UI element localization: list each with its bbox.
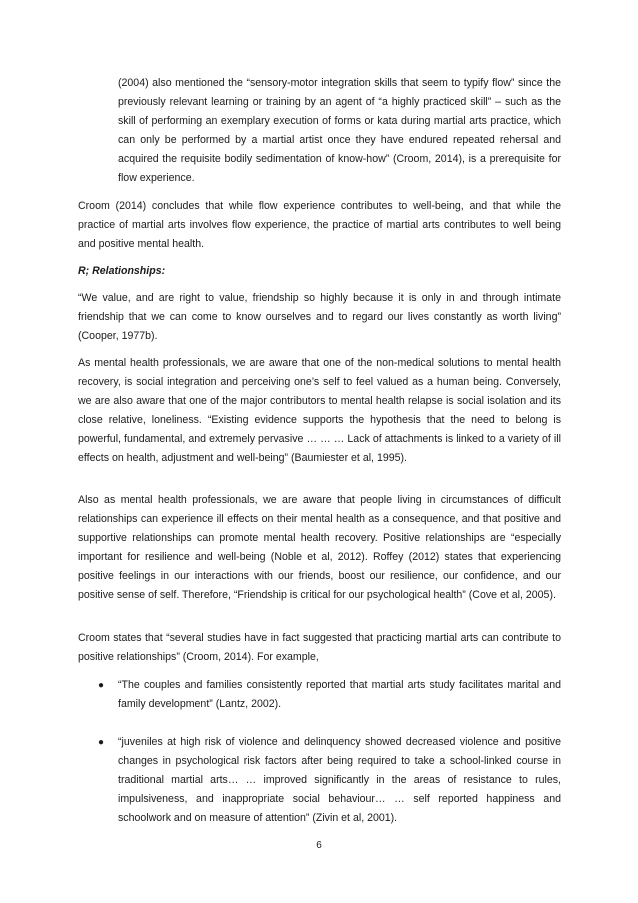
paragraph-cooper-quote: “We value, and are right to value, friendship so highly because it is only in and through intimate friendship that we can come to know ourselves and to regard our lives constantly as worth living” (Cooper, 1977b). xyxy=(78,292,561,342)
page-number: 6 xyxy=(316,840,322,851)
paragraph-social-integration: As mental health professionals, we are aware that one of the non-medical solutions to mental health recovery, is social integration and perceiving one’s self to feel valued as a human being. Conversely, we are also aware that one of the major contributors to mental health relapse is social isolation and its close relative, loneliness. “Existing evidence supports the hypothesis that the need to belong is powerful, fundamental, and extremely pervasive … … … Lack of attachments is linked to a variety of ill effects on health, adjustment and well-being” (Baumiester et al, 1995). xyxy=(78,357,561,464)
paragraph-difficult-relationships: Also as mental health professionals, we are aware that people living in circumstances of difficult relationships can experience ill effects on their mental health as a consequence, and that positive and supportive relationships can promote mental health recovery. Positive relationships are “especially important for resilience and well-being (Noble et al, 2012). Roffey (2012) states that experiencing positive feelings in our interactions with our friends, boost our resilience, our confidence, and our positive sense of self. Therefore, “Friendship is critical for our psychological health” (Cove et al, 2005). xyxy=(78,494,561,601)
paragraph-croom-states: Croom states that “several studies have in fact suggested that practicing martial arts can contribute to positive relationships” (Croom, 2014). For example, xyxy=(78,632,561,663)
bullet-text-lantz: “The couples and families consistently reported that martial arts study facilitates marital and family development” (Lantz, 2002). xyxy=(118,679,561,710)
section-heading-relationships: R; Relationships: xyxy=(78,265,166,277)
bullet-icon: ● xyxy=(98,680,105,691)
paragraph-croom-flow: Croom (2014) concludes that while flow experience contributes to well-being, and that while the practice of martial arts involves flow experience, the practice of martial arts contributes to well being and positive mental health. xyxy=(78,200,561,250)
bullet-text-zivin: “juveniles at high risk of violence and delinquency showed decreased violence and positive changes in psychological risk factors after being required to take a school-linked course in traditional martial arts… … improved significantly in the areas of resistance to rules, impulsiveness, and inappropriate social behaviour… … self reported happiness and schoolwork and on measure of attention” (Zivin et al, 2001). xyxy=(118,736,561,824)
quote-block-flow: (2004) also mentioned the “sensory-motor integration skills that seem to typify flow” since the previously relevant learning or training by an agent of “a highly practiced skill” – such as the skill of performing an exemplary execution of forms or kata during martial arts practice, which can only be performed by a martial artist once they have endured repeated rehersal and acquired the requisite bodily sedimentation of know-how” (Croom, 2014), is a prerequisite for flow experience. xyxy=(118,77,561,184)
bullet-icon: ● xyxy=(98,737,105,748)
